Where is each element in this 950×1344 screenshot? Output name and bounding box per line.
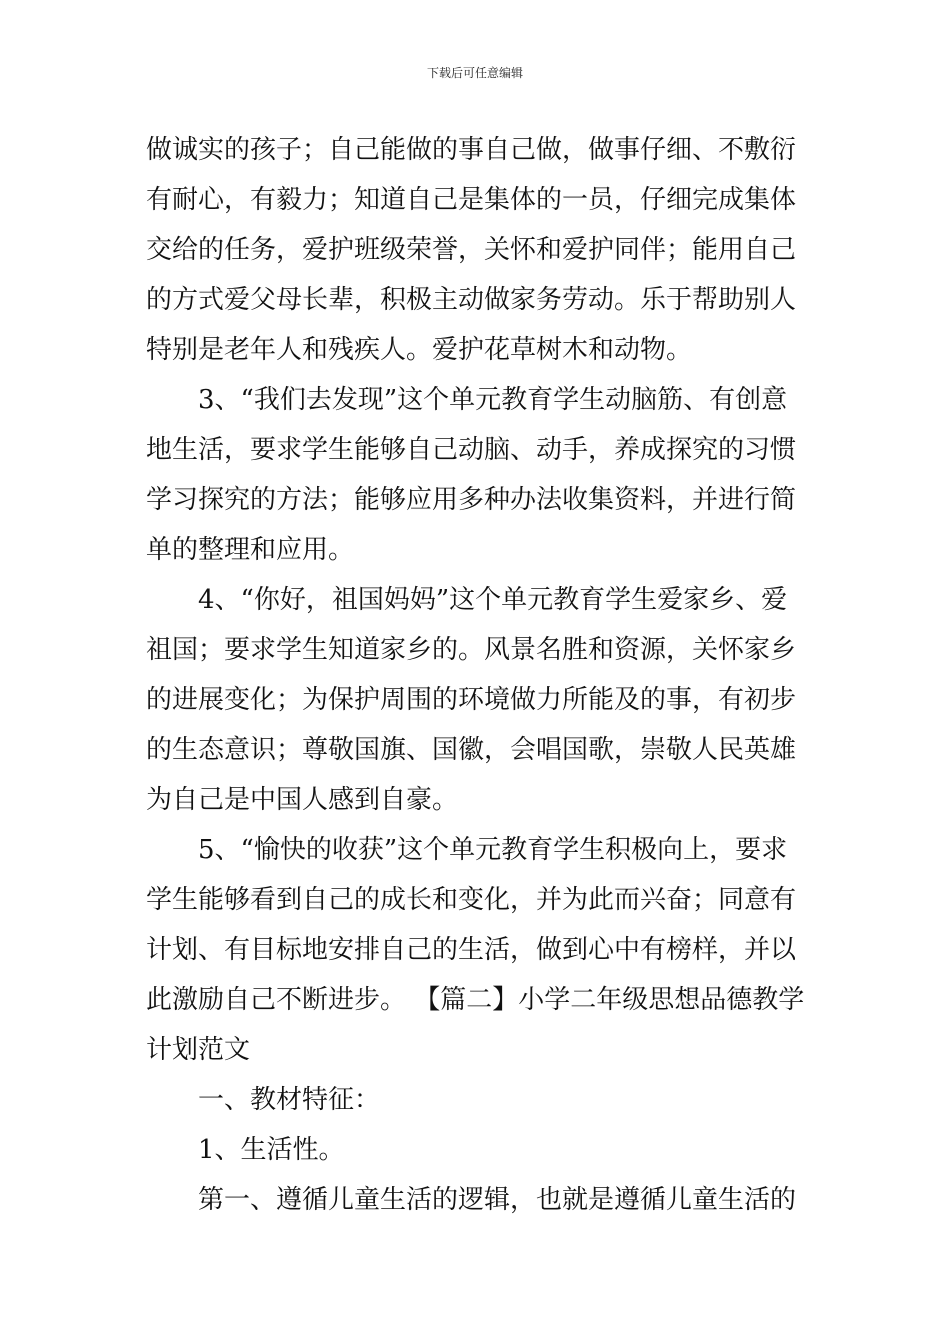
text-line: 学生能够看到自己的成长和变化，并为此而兴奋；同意有 <box>146 885 797 915</box>
paragraph-start-line: 5、“愉快的收获”这个单元教育学生积极向上，要求 <box>198 835 788 865</box>
text-line: 为自己是中国人感到自豪。 <box>146 785 459 815</box>
paragraph-start-line: 4、“你好，祖国妈妈”这个单元教育学生爱家乡、爱 <box>198 585 788 615</box>
document-body <box>146 126 811 1226</box>
text-line: 地生活，要求学生能够自己动脑、动手，养成探究的习惯 <box>146 435 797 465</box>
text-line: 计划范文 <box>146 1035 251 1065</box>
text-line: 的方式爱父母长辈，积极主动做家务劳动。乐于帮助别人 <box>146 285 797 315</box>
subsection-heading: 1、生活性。 <box>198 1135 345 1165</box>
text-line: 交给的任务，爱护班级荣誉，关怀和爱护同伴；能用自己 <box>146 235 797 265</box>
text-line: 此激励自己不断进步。 【篇二】小学二年级思想品德教学 <box>146 985 805 1015</box>
paragraph-start-line: 第一、遵循儿童生活的逻辑，也就是遵循儿童生活的 <box>198 1185 797 1215</box>
text-line: 祖国；要求学生知道家乡的。风景名胜和资源，关怀家乡 <box>146 635 797 665</box>
text-line: 的进展变化；为保护周围的环境做力所能及的事，有初步 <box>146 685 797 715</box>
text-line: 学习探究的方法；能够应用多种办法收集资料，并进行简 <box>146 485 797 515</box>
section-heading: 一、教材特征： <box>198 1085 381 1115</box>
text-line: 做诚实的孩子；自己能做的事自己做，做事仔细、不敷衍 <box>146 135 797 165</box>
text-line: 单的整理和应用。 <box>146 535 355 565</box>
text-line: 特别是老年人和残疾人。爱护花草树木和动物。 <box>146 335 693 365</box>
text-line: 的生态意识；尊敬国旗、国徽，会唱国歌，崇敬人民英雄 <box>146 735 797 765</box>
page-header <box>0 64 950 82</box>
text-line: 有耐心，有毅力；知道自己是集体的一员，仔细完成集体 <box>146 185 797 215</box>
paragraph-start-line: 3、“我们去发现”这个单元教育学生动脑筋、有创意 <box>198 385 788 415</box>
header-text: 下载后可任意编辑 <box>426 66 523 80</box>
text-line: 计划、有目标地安排自己的生活，做到心中有榜样，并以 <box>146 935 797 965</box>
